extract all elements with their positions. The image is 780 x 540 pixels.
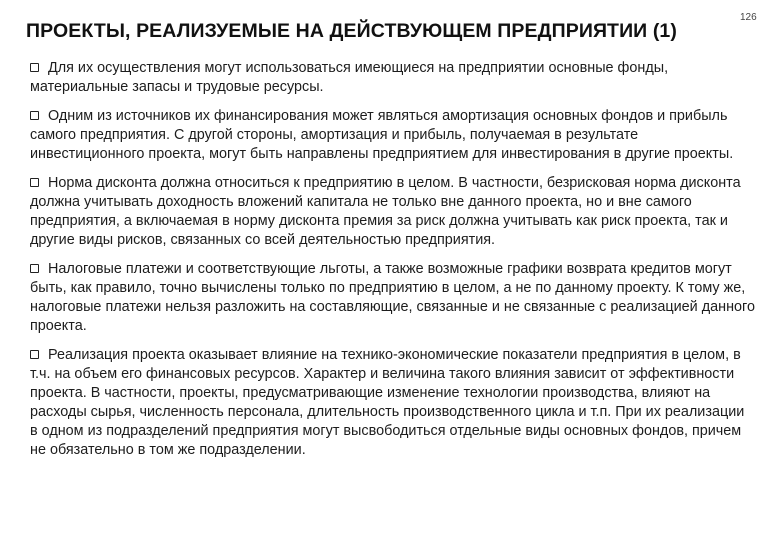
bullet-text: Налоговые платежи и соответствующие льготы, а также возможные графики возврата кредитов могут быть, как правило, точно вычислены только по предприятию в целом, а не по данному проекту. К тому же, налоговые платежи нельзя разложить на составляющие, связанные и не связанные с реализацией данного проекта. (30, 261, 755, 334)
bullet-text: Для их осуществления могут использоваться имеющиеся на предприятии основные фонды, материальные запасы и трудовые ресурсы. (30, 60, 669, 95)
bullet-text: Реализация проекта оказывает влияние на технико-экономические показатели предприятия в целом, в т.ч. на объем его финансовых ресурсов. Характер и величина такого влияния зависит от эффективности проекта. В частности, проекты, предусматривающие изменение технологии производства, влияют на расходы сырья, численность персонала, длительность производственного цикла и т.п. При их реализации в одном из подразделений предприятия могут высвободиться отдельные виды основных фондов, причем не обязательно в том же подразделении. (30, 347, 745, 458)
page-number: 126 (740, 12, 757, 23)
square-bullet-icon (30, 111, 39, 120)
bullet-item (30, 260, 755, 336)
square-bullet-icon (30, 264, 39, 273)
bullet-list (30, 59, 755, 470)
bullet-item (30, 59, 755, 97)
slide-title: ПРОЕКТЫ, РЕАЛИЗУЕМЫЕ НА ДЕЙСТВУЮЩЕМ ПРЕДПРИЯТИИ (1) (26, 20, 677, 42)
square-bullet-icon (30, 63, 39, 72)
bullet-text: Норма дисконта должна относиться к предприятию в целом. В частности, безрисковая норма дисконта должна учитывать доходность вложений капитала не только вне данного проекта, но и вне самого предприятия, а включаемая в норму дисконта премия за риск должна учитывать как риск проекта, так и другие виды рисков, связанных со всей деятельностью предприятия. (30, 175, 741, 248)
bullet-item (30, 174, 755, 250)
bullet-item (30, 346, 755, 460)
square-bullet-icon (30, 178, 39, 187)
bullet-text: Одним из источников их финансирования может являться амортизация основных фондов и прибыль самого предприятия. С другой стороны, амортизация и прибыль, получаемая в результате инвестиционного проекта, могут быть направлены предприятием для инвестирования в другие проекты. (30, 108, 734, 162)
bullet-item (30, 107, 755, 164)
square-bullet-icon (30, 350, 39, 359)
